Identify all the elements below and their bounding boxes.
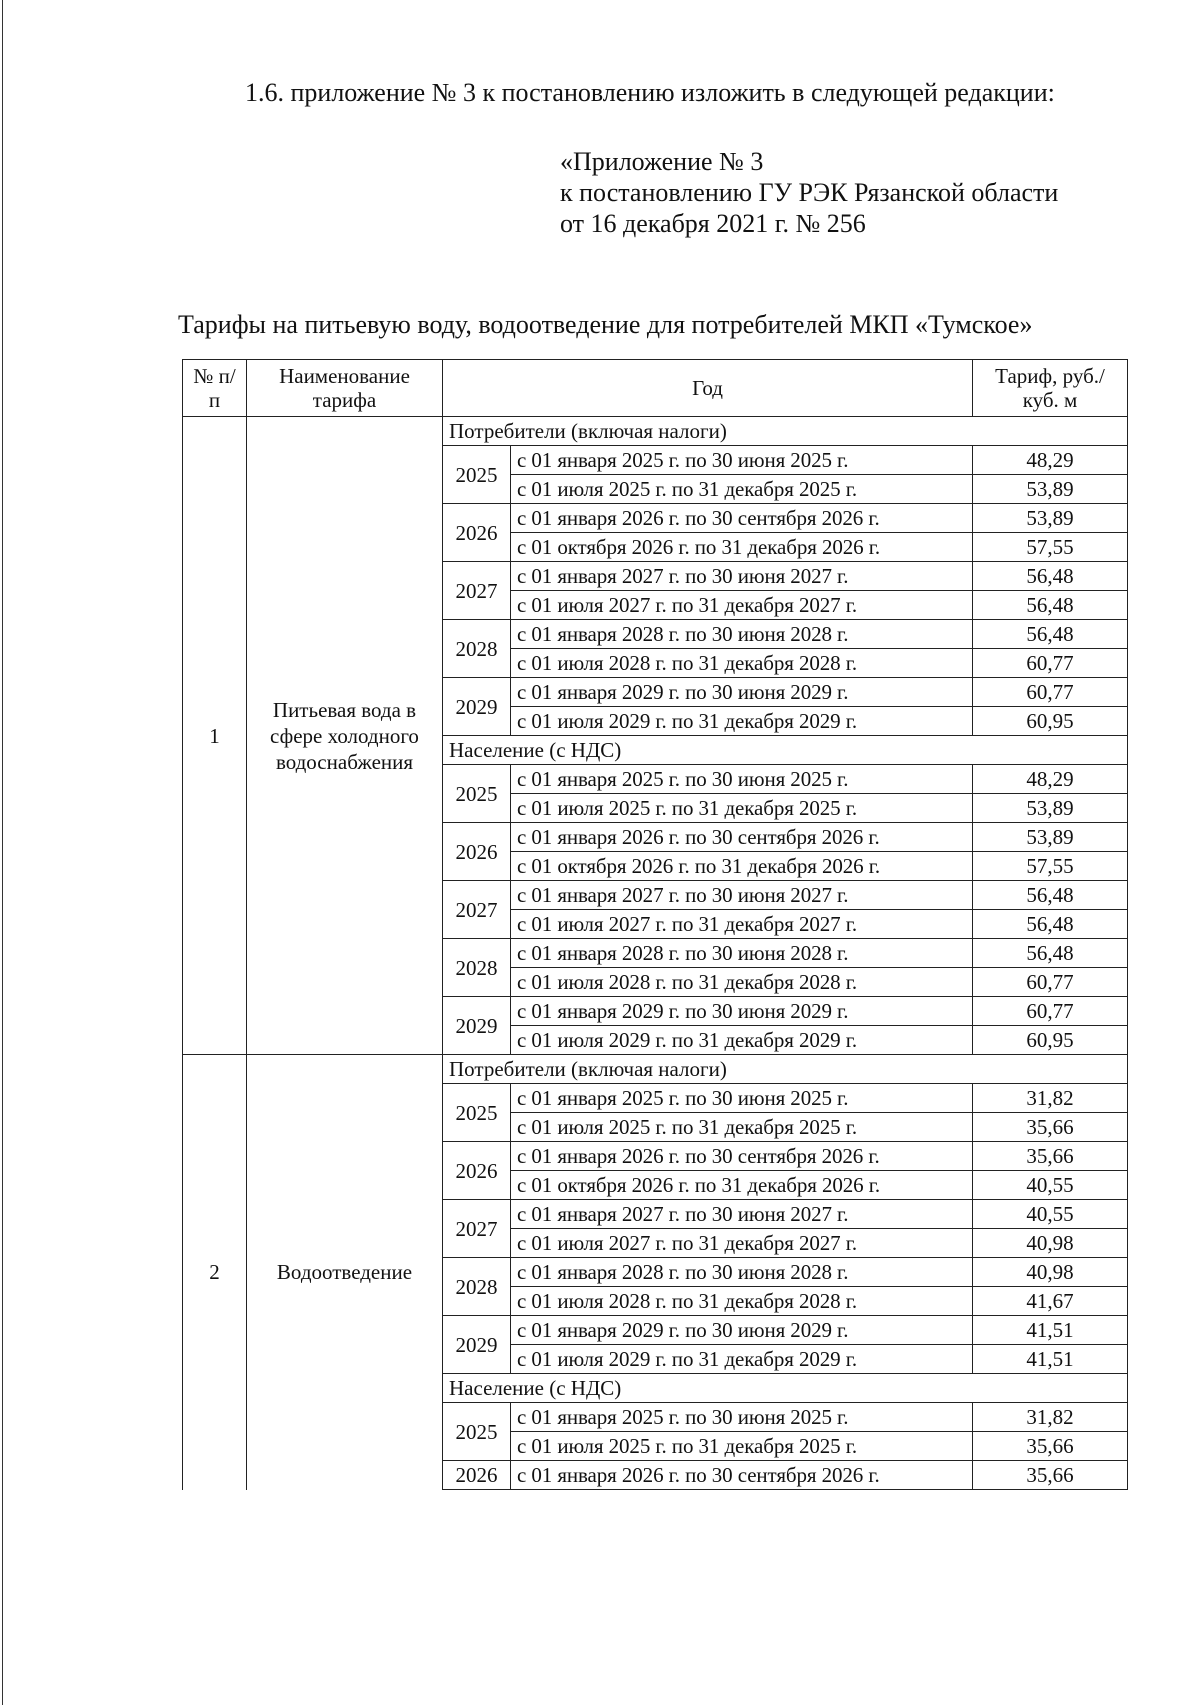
period-cell: с 01 июля 2028 г. по 31 декабря 2028 г. <box>511 649 973 678</box>
tariff-value: 35,66 <box>973 1432 1128 1461</box>
period-cell: с 01 июля 2025 г. по 31 декабря 2025 г. <box>511 794 973 823</box>
page-edge-line <box>2 0 3 1705</box>
tariff-value: 57,55 <box>973 852 1128 881</box>
tariff-value: 35,66 <box>973 1142 1128 1171</box>
consumer-group-label: Население (с НДС) <box>443 1374 1128 1403</box>
tariff-value: 53,89 <box>973 823 1128 852</box>
tariff-value: 31,82 <box>973 1084 1128 1113</box>
document-title: Тарифы на питьевую воду, водоотведение для потребителей МКП «Тумское» <box>178 310 1033 339</box>
tariff-value: 48,29 <box>973 765 1128 794</box>
period-cell: с 01 июля 2029 г. по 31 декабря 2029 г. <box>511 1026 973 1055</box>
header-tariff: Тариф, руб./куб. м <box>973 360 1128 417</box>
period-cell: с 01 июля 2028 г. по 31 декабря 2028 г. <box>511 1287 973 1316</box>
tariff-value: 60,95 <box>973 707 1128 736</box>
table-header-row <box>183 360 1128 417</box>
period-cell: с 01 июля 2027 г. по 31 декабря 2027 г. <box>511 910 973 939</box>
year-cell: 2025 <box>443 446 511 504</box>
year-cell: 2029 <box>443 678 511 736</box>
period-cell: с 01 октября 2026 г. по 31 декабря 2026 г. <box>511 852 973 881</box>
year-cell: 2028 <box>443 939 511 997</box>
period-cell: с 01 июля 2025 г. по 31 декабря 2025 г. <box>511 1432 973 1461</box>
year-cell: 2026 <box>443 1142 511 1200</box>
header-year: Год <box>443 360 973 417</box>
appendix-line: «Приложение № 3 <box>560 147 764 176</box>
tariff-value: 56,48 <box>973 562 1128 591</box>
tariff-value: 56,48 <box>973 939 1128 968</box>
period-cell: с 01 января 2029 г. по 30 июня 2029 г. <box>511 678 973 707</box>
intro-paragraph: 1.6. приложение № 3 к постановлению изложить в следующей редакции: <box>245 78 1055 107</box>
year-cell: 2027 <box>443 881 511 939</box>
period-cell: с 01 января 2028 г. по 30 июня 2028 г. <box>511 939 973 968</box>
tariff-value: 40,55 <box>973 1200 1128 1229</box>
tariff-value: 56,48 <box>973 591 1128 620</box>
period-cell: с 01 января 2028 г. по 30 июня 2028 г. <box>511 1258 973 1287</box>
year-cell: 2029 <box>443 1316 511 1374</box>
year-cell: 2028 <box>443 1258 511 1316</box>
year-cell: 2027 <box>443 1200 511 1258</box>
tariff-value: 48,29 <box>973 446 1128 475</box>
section-name: Водоотведение <box>247 1055 443 1490</box>
tariff-value: 40,98 <box>973 1258 1128 1287</box>
tariff-value: 60,95 <box>973 1026 1128 1055</box>
consumer-group-label: Население (с НДС) <box>443 736 1128 765</box>
tariff-value: 40,98 <box>973 1229 1128 1258</box>
consumer-group-label: Потребители (включая налоги) <box>443 1055 1128 1084</box>
appendix-line: к постановлению ГУ РЭК Рязанской области <box>560 178 1059 207</box>
tariff-value: 35,66 <box>973 1461 1128 1490</box>
period-cell: с 01 июля 2029 г. по 31 декабря 2029 г. <box>511 1345 973 1374</box>
tariff-value: 41,51 <box>973 1316 1128 1345</box>
tariff-value: 41,51 <box>973 1345 1128 1374</box>
tariff-value: 60,77 <box>973 678 1128 707</box>
year-cell: 2025 <box>443 1403 511 1461</box>
tariff-value: 57,55 <box>973 533 1128 562</box>
period-cell: с 01 октября 2026 г. по 31 декабря 2026 г. <box>511 1171 973 1200</box>
tariff-value: 53,89 <box>973 794 1128 823</box>
appendix-header <box>560 146 1058 239</box>
section-name: Питьевая вода в сфере холодного водоснабжения <box>247 417 443 1055</box>
period-cell: с 01 июля 2027 г. по 31 декабря 2027 г. <box>511 591 973 620</box>
header-name: Наименование тарифа <box>247 360 443 417</box>
appendix-line: от 16 декабря 2021 г. № 256 <box>560 209 866 238</box>
consumer-group-label: Потребители (включая налоги) <box>443 417 1128 446</box>
tariff-value: 56,48 <box>973 881 1128 910</box>
tariff-value: 56,48 <box>973 910 1128 939</box>
year-cell: 2029 <box>443 997 511 1055</box>
tariff-value: 60,77 <box>973 997 1128 1026</box>
period-cell: с 01 января 2028 г. по 30 июня 2028 г. <box>511 620 973 649</box>
tariff-value: 31,82 <box>973 1403 1128 1432</box>
tariff-value: 56,48 <box>973 620 1128 649</box>
section-number: 2 <box>183 1055 247 1490</box>
table-body <box>183 417 1128 1490</box>
tariff-table <box>182 359 1128 1490</box>
year-cell: 2026 <box>443 504 511 562</box>
year-cell: 2026 <box>443 1461 511 1490</box>
period-cell: с 01 января 2027 г. по 30 июня 2027 г. <box>511 1200 973 1229</box>
tariff-value: 60,77 <box>973 968 1128 997</box>
year-cell: 2025 <box>443 1084 511 1142</box>
period-cell: с 01 января 2027 г. по 30 июня 2027 г. <box>511 562 973 591</box>
section-number: 1 <box>183 417 247 1055</box>
period-cell: с 01 января 2026 г. по 30 сентября 2026 г. <box>511 504 973 533</box>
group-row <box>183 417 1128 446</box>
period-cell: с 01 января 2025 г. по 30 июня 2025 г. <box>511 446 973 475</box>
tariff-value: 35,66 <box>973 1113 1128 1142</box>
tariff-value: 53,89 <box>973 475 1128 504</box>
year-cell: 2027 <box>443 562 511 620</box>
period-cell: с 01 июля 2025 г. по 31 декабря 2025 г. <box>511 1113 973 1142</box>
period-cell: с 01 октября 2026 г. по 31 декабря 2026 г. <box>511 533 973 562</box>
tariff-value: 40,55 <box>973 1171 1128 1200</box>
period-cell: с 01 января 2026 г. по 30 сентября 2026 г. <box>511 823 973 852</box>
period-cell: с 01 января 2025 г. по 30 июня 2025 г. <box>511 1084 973 1113</box>
period-cell: с 01 января 2026 г. по 30 сентября 2026 г. <box>511 1142 973 1171</box>
period-cell: с 01 января 2025 г. по 30 июня 2025 г. <box>511 765 973 794</box>
year-cell: 2026 <box>443 823 511 881</box>
period-cell: с 01 января 2026 г. по 30 сентября 2026 г. <box>511 1461 973 1490</box>
year-cell: 2025 <box>443 765 511 823</box>
tariff-value: 53,89 <box>973 504 1128 533</box>
period-cell: с 01 июля 2029 г. по 31 декабря 2029 г. <box>511 707 973 736</box>
period-cell: с 01 июля 2027 г. по 31 декабря 2027 г. <box>511 1229 973 1258</box>
group-row <box>183 1055 1128 1084</box>
year-cell: 2028 <box>443 620 511 678</box>
period-cell: с 01 января 2027 г. по 30 июня 2027 г. <box>511 881 973 910</box>
period-cell: с 01 января 2025 г. по 30 июня 2025 г. <box>511 1403 973 1432</box>
period-cell: с 01 января 2029 г. по 30 июня 2029 г. <box>511 997 973 1026</box>
header-num: № п/п <box>183 360 247 417</box>
period-cell: с 01 января 2029 г. по 30 июня 2029 г. <box>511 1316 973 1345</box>
period-cell: с 01 июля 2025 г. по 31 декабря 2025 г. <box>511 475 973 504</box>
tariff-value: 41,67 <box>973 1287 1128 1316</box>
period-cell: с 01 июля 2028 г. по 31 декабря 2028 г. <box>511 968 973 997</box>
tariff-value: 60,77 <box>973 649 1128 678</box>
